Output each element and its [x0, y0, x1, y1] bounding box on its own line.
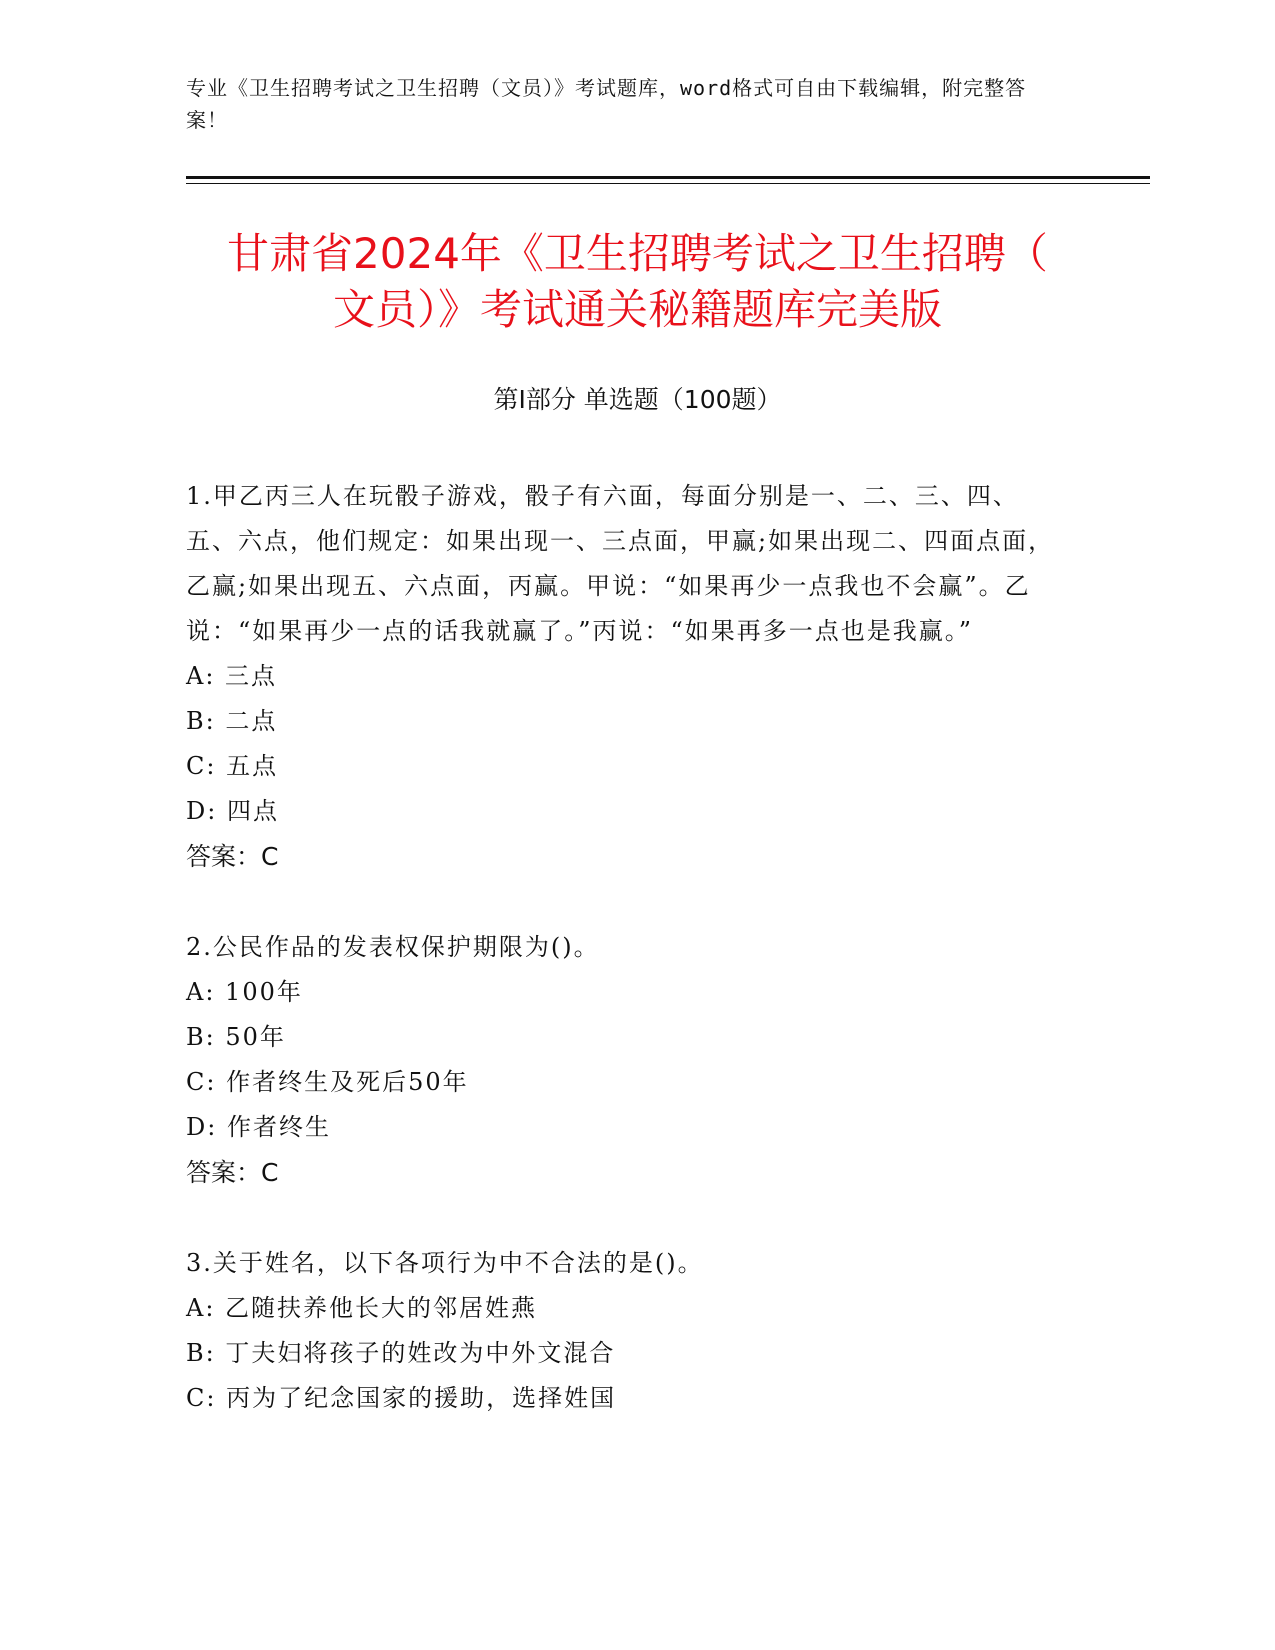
header-divider-thick — [186, 176, 1150, 179]
answer-line: 答案：C — [186, 1158, 279, 1187]
section-title: 第Ⅰ部分 单选题（100题） — [493, 385, 782, 414]
option-b: B: 丁夫妇将孩子的姓改为中外文混合 — [186, 1339, 616, 1367]
answer-line: 答案：C — [186, 842, 279, 871]
document-title — [150, 226, 1125, 338]
option-d: D: 四点 — [186, 797, 279, 825]
option-c: C: 丙为了纪念国家的援助，选择姓国 — [186, 1384, 617, 1412]
question-stem: 3.关于姓名，以下各项行为中不合法的是()。 — [186, 1249, 704, 1277]
option-a: A: 乙随扶养他长大的邻居姓燕 — [186, 1294, 538, 1322]
option-c: C: 五点 — [186, 752, 279, 780]
option-b: B: 二点 — [186, 707, 278, 735]
header-divider-thin — [186, 183, 1150, 184]
question-stem: 2.公民作品的发表权保护期限为()。 — [186, 933, 600, 961]
option-d: D: 作者终生 — [186, 1113, 331, 1141]
option-b: B: 50年 — [186, 1023, 286, 1051]
question-list — [186, 474, 1066, 1467]
question-1 — [186, 474, 1066, 879]
title-line-1: 甘肃省2024年《卫生招聘考试之卫生招聘（ — [227, 229, 1048, 278]
option-a: A: 100年 — [186, 978, 303, 1006]
option-c: C: 作者终生及死后50年 — [186, 1068, 469, 1096]
question-stem: 1.甲乙丙三人在玩骰子游戏，骰子有六面，每面分别是一、二、三、四、五、六点，他们规定：如果出现一、三点面，甲赢;如果出现二、四面点面，乙赢;如果出现五、六点面，丙赢。甲说：“如果再少一点我也不会赢”。乙说：“如果再少一点的话我就赢了。”丙说：“如果再多一点也是我赢。” — [186, 482, 1055, 645]
title-line-2: 文员）》考试通关秘籍题库完美版 — [332, 285, 942, 334]
header-note: 专业《卫生招聘考试之卫生招聘（文员）》考试题库，word格式可自由下载编辑，附完整答案！ — [186, 76, 1027, 132]
question-2 — [186, 925, 1066, 1195]
option-a: A: 三点 — [186, 662, 278, 690]
question-3 — [186, 1241, 1066, 1421]
